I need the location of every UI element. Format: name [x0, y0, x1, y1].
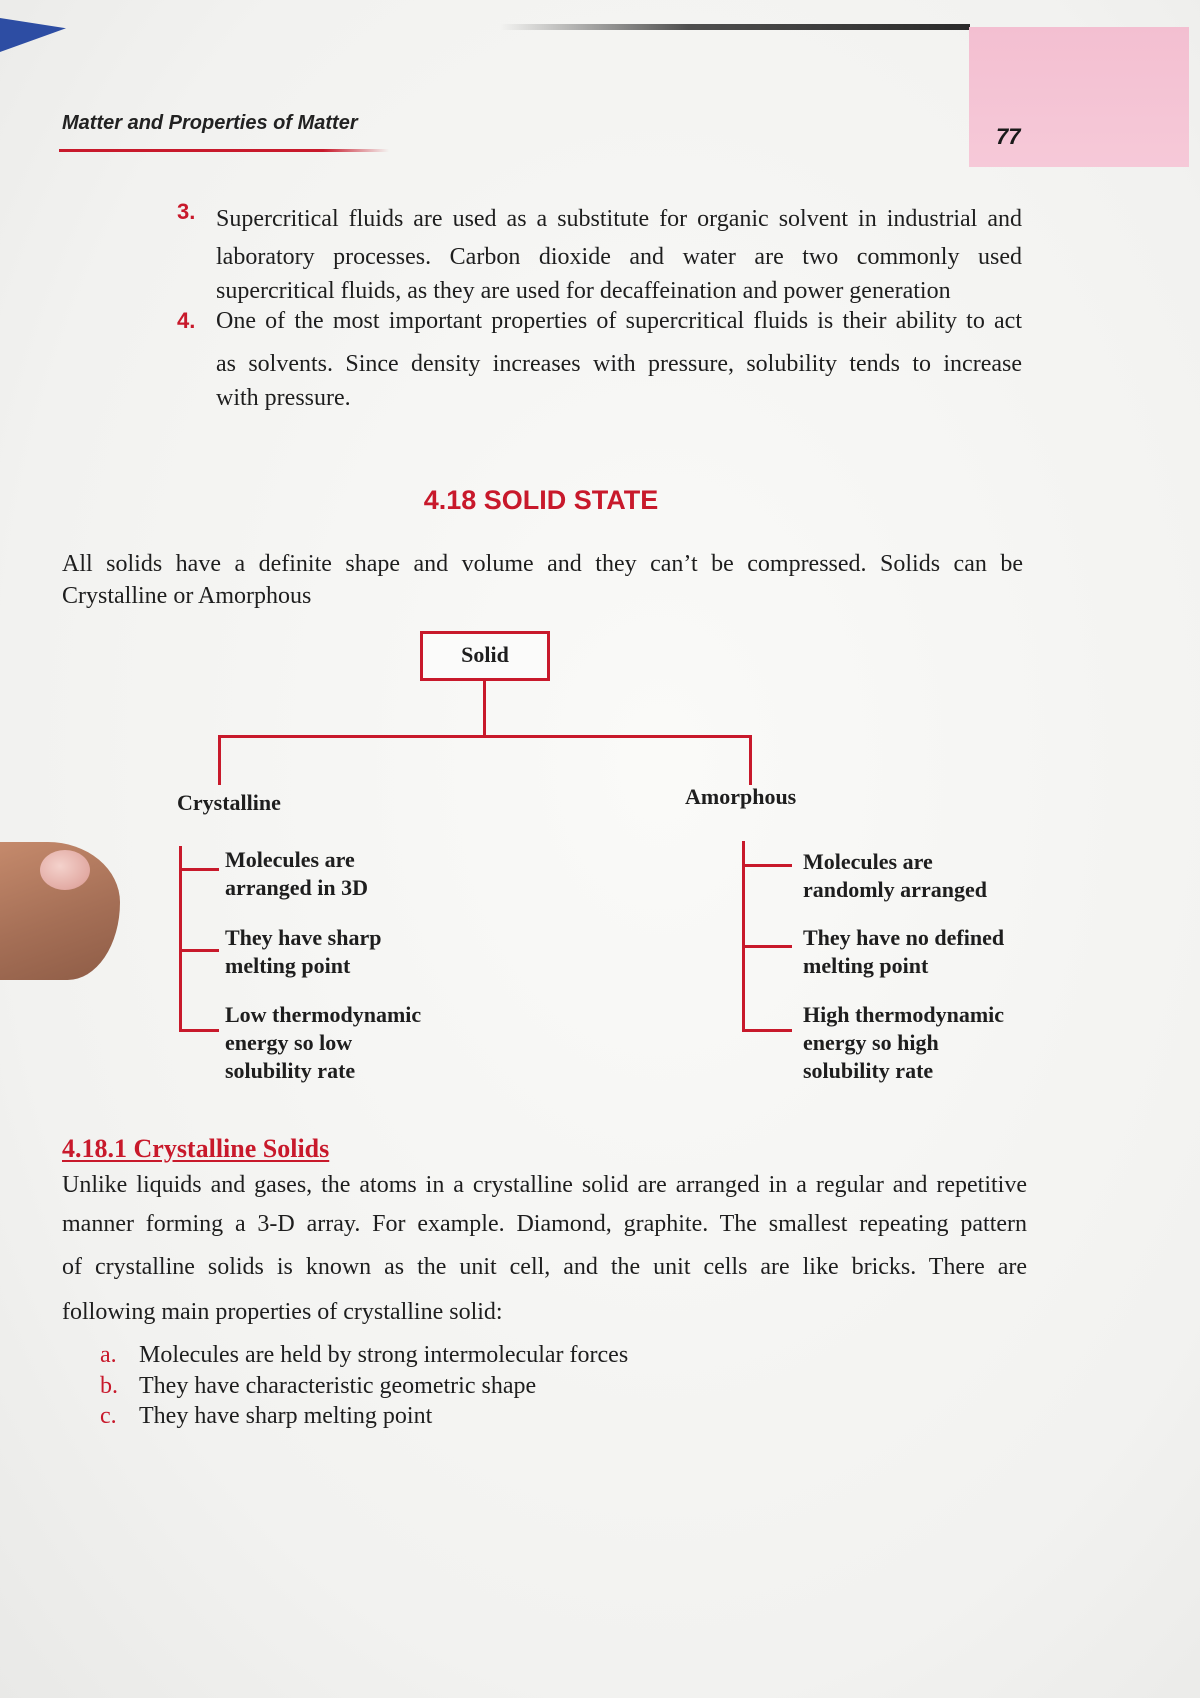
property-line: arranged in 3D [225, 875, 368, 900]
crystalline-property [225, 924, 381, 980]
right-bracket-tick [742, 945, 792, 948]
running-header-title: Matter and Properties of Matter [62, 112, 358, 134]
property-line: melting point [225, 953, 351, 978]
crystalline-property [225, 846, 368, 902]
amorphous-property [803, 1001, 1004, 1085]
left-bracket-tick [179, 1029, 219, 1032]
item-line: Supercritical fluids are used as a substitute for organic solvent in industrial and [216, 206, 1022, 232]
header-underline [59, 149, 389, 152]
crystalline-property [225, 1001, 421, 1085]
right-bracket-tick [742, 1029, 792, 1032]
property-line: solubility rate [803, 1058, 934, 1083]
section-heading: 4.18 SOLID STATE [423, 485, 659, 515]
branch-bar [218, 735, 752, 738]
property-line: solubility rate [225, 1058, 356, 1083]
left-bracket-tick [179, 949, 219, 952]
paragraph-line: Unlike liquids and gases, the atoms in a crystalline solid are arranged in a regular and repetitive [62, 1172, 1027, 1198]
list-marker: b. [100, 1373, 118, 1399]
paragraph-line: Crystalline or Amorphous [62, 583, 312, 609]
left-branch-drop [218, 735, 221, 785]
property-line: They have sharp [225, 925, 382, 950]
property-line: Molecules are [803, 849, 933, 874]
branch-label-amorphous: Amorphous [685, 784, 797, 809]
item-line: with pressure. [216, 385, 351, 411]
amorphous-property [803, 924, 1004, 980]
list-marker: a. [100, 1342, 117, 1368]
property-line: They have no defined [803, 925, 1005, 950]
page-edge-shadow [500, 24, 970, 30]
diagram-root-box: Solid [420, 631, 550, 681]
property-line: Low thermodynamic [225, 1002, 422, 1027]
left-bracket-tick [179, 868, 219, 871]
item-line: laboratory processes. Carbon dioxide and water are two commonly used [216, 244, 1022, 270]
item-number: 3. [177, 199, 196, 224]
amorphous-property [803, 848, 987, 904]
item-line: as solvents. Since density increases with pressure, solubility tends to increase [216, 351, 1022, 377]
root-connector [483, 679, 486, 737]
item-line: supercritical fluids, as they are used for decaffeination and power generation [216, 278, 951, 304]
list-item: Molecules are held by strong intermolecular forces [139, 1342, 629, 1368]
right-bracket [742, 841, 745, 1032]
property-line: Molecules are [225, 847, 355, 872]
property-line: energy so low [225, 1030, 353, 1055]
branch-label-crystalline: Crystalline [177, 790, 281, 815]
list-item: They have characteristic geometric shape [139, 1373, 537, 1399]
paragraph-line: of crystalline solids is known as the unit cell, and the unit cells are like bricks. There are [62, 1254, 1027, 1280]
right-bracket-tick [742, 864, 792, 867]
right-branch-drop [749, 735, 752, 785]
property-line: High thermodynamic [803, 1002, 1005, 1027]
paragraph-line: All solids have a definite shape and volume and they can’t be compressed. Solids can be [62, 551, 1023, 577]
property-line: melting point [803, 953, 929, 978]
thumbnail-photo-artifact [40, 850, 90, 890]
list-marker: c. [100, 1403, 117, 1429]
property-line: energy so high [803, 1030, 939, 1055]
property-line: randomly arranged [803, 877, 987, 902]
corner-shadow-decoration [0, 18, 66, 52]
subsection-heading: 4.18.1 Crystalline Solids [62, 1134, 330, 1163]
paragraph-line: following main properties of crystalline solid: [62, 1299, 503, 1325]
page-number: 77 [996, 124, 1021, 149]
item-number: 4. [177, 308, 196, 333]
list-item: They have sharp melting point [139, 1403, 433, 1429]
paragraph-line: manner forming a 3-D array. For example. Diamond, graphite. The smallest repeating pattern [62, 1211, 1027, 1237]
item-line: One of the most important properties of supercritical fluids is their ability to act [216, 308, 1022, 334]
left-bracket [179, 846, 182, 1032]
